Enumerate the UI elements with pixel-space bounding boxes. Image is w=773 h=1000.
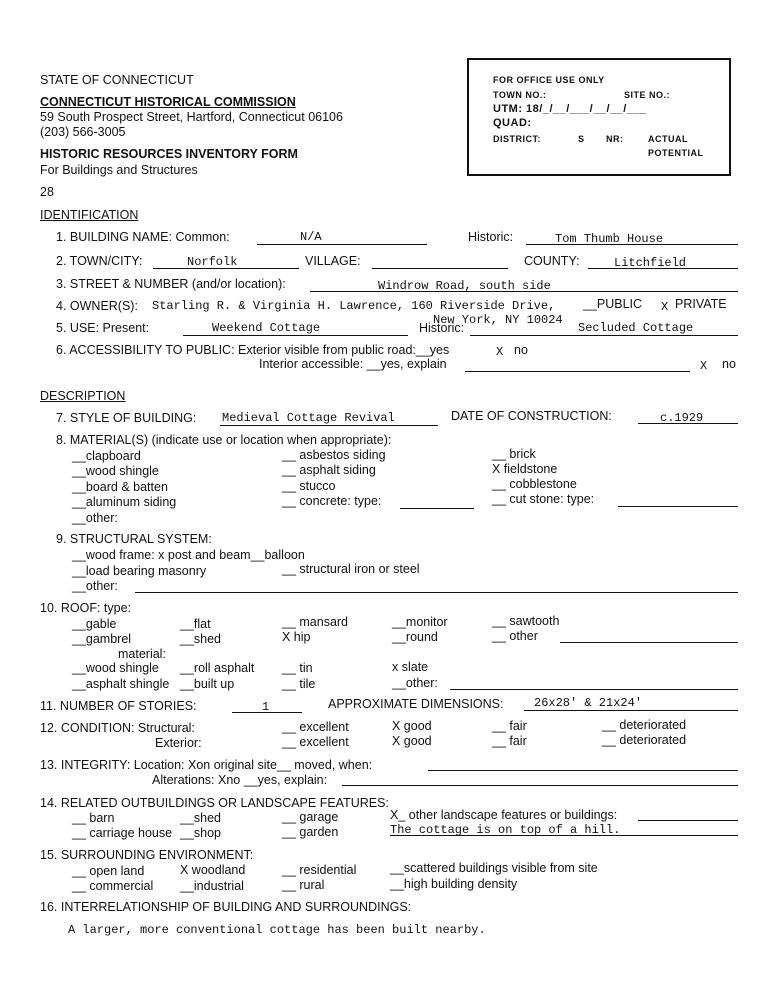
identification-heading: IDENTIFICATION [40, 208, 139, 222]
q7-date-value[interactable]: c.1929 [660, 411, 704, 425]
q10-opt[interactable]: __monitor [392, 615, 448, 629]
q15-opt[interactable]: X woodland [180, 863, 246, 877]
q8-opt[interactable]: __clapboard [72, 449, 141, 463]
q10-opt[interactable]: __round [392, 630, 438, 644]
q2-county-value[interactable]: Litchfield [614, 256, 687, 270]
q10-opt[interactable]: __built up [180, 677, 235, 691]
q6-interior-label: Interior accessible: __yes, explain [259, 357, 447, 371]
q6-x2-mark: X [700, 359, 708, 373]
q15-opt[interactable]: __ rural [282, 878, 325, 892]
q1-label: 1. BUILDING NAME: Common: [56, 230, 230, 244]
q10-opt[interactable]: __ tile [282, 677, 316, 691]
district-s: S [578, 134, 585, 144]
q9-other[interactable]: __other: [72, 579, 118, 593]
commission-title: CONNECTICUT HISTORICAL COMMISSION [40, 95, 296, 109]
q12-label: 12. CONDITION: Structural: [40, 721, 195, 735]
q12-opt[interactable]: __ deteriorated [602, 733, 687, 747]
q10-opt[interactable]: __asphalt shingle [72, 677, 170, 691]
q4-label: 4. OWNER(S): [56, 299, 138, 313]
nr-potential: POTENTIAL [648, 148, 704, 158]
q10-opt[interactable]: __other: [392, 676, 438, 690]
q8-opt[interactable]: __ asphalt siding [282, 463, 376, 477]
q8-opt[interactable]: __ concrete: type: [282, 494, 382, 508]
q8-opt[interactable]: __ asbestos siding [282, 448, 386, 462]
form-subtitle: For Buildings and Structures [40, 163, 198, 177]
q12-opt[interactable]: X good [392, 734, 432, 748]
q8-opt[interactable]: __other: [72, 511, 118, 525]
q12-opt[interactable]: __ fair [492, 719, 527, 733]
q14-opt[interactable]: __ garden [282, 825, 339, 839]
form-number: 28 [40, 185, 54, 199]
utm-label: UTM: 18/_/__/___/__/__/___ [493, 103, 647, 115]
q4-x-mark: X [661, 300, 669, 314]
q16-value[interactable]: A larger, more conventional cottage has been built nearby. [68, 923, 486, 937]
q2-village-label: VILLAGE: [305, 254, 361, 268]
q3-label: 3. STREET & NUMBER (and/or location): [56, 277, 286, 291]
q8-opt[interactable]: __aluminum siding [72, 495, 177, 509]
q12-opt[interactable]: __ excellent [282, 735, 349, 749]
q10-label: 10. ROOF: type: [40, 601, 132, 615]
q2-label: 2. TOWN/CITY: [56, 254, 143, 268]
q2-county-label: COUNTY: [524, 254, 580, 268]
state-title: STATE OF CONNECTICUT [40, 73, 194, 87]
q14-label: 14. RELATED OUTBUILDINGS OR LANDSCAPE FEATURES: [40, 796, 389, 810]
q4-private: PRIVATE [675, 297, 727, 311]
q8-opt[interactable]: __wood shingle [72, 464, 159, 478]
q1-historic-label: Historic: [468, 230, 514, 244]
q15-label: 15. SURROUNDING ENVIRONMENT: [40, 848, 254, 862]
q5-label: 5. USE: Present: [56, 321, 150, 335]
description-heading: DESCRIPTION [40, 389, 126, 403]
q12-opt[interactable]: __ fair [492, 734, 527, 748]
q9-option[interactable]: __load bearing masonry [72, 564, 207, 578]
q4-public: __PUBLIC [583, 297, 643, 311]
q8-opt[interactable]: __board & batten [72, 480, 168, 494]
q10-opt[interactable]: X hip [282, 630, 311, 644]
site-no-label: SITE NO.: [624, 90, 671, 100]
q15-opt[interactable]: __ open land [72, 864, 145, 878]
commission-address: 59 South Prospect Street, Hartford, Connecticut 06106 [40, 110, 343, 124]
q12-opt[interactable]: __ deteriorated [602, 718, 687, 732]
q13-alterations: Alterations: Xno __yes, explain: [152, 773, 328, 787]
q11-dim-value[interactable]: 26x28' & 21x24' [534, 696, 643, 710]
q15-opt[interactable]: __industrial [180, 879, 244, 893]
q9-label: 9. STRUCTURAL SYSTEM: [56, 532, 212, 546]
q15-opt[interactable]: __scattered buildings visible from site [390, 861, 598, 875]
q11-stories-value[interactable]: 1 [262, 700, 270, 714]
nr-actual: ACTUAL [648, 134, 688, 144]
q14-opt[interactable]: __shop [180, 826, 222, 840]
q8-opt[interactable]: __ cut stone: type: [492, 492, 595, 506]
q10-opt[interactable]: __wood shingle [72, 661, 159, 675]
q8-opt[interactable]: __ brick [492, 447, 536, 461]
q10-opt[interactable]: __shed [180, 632, 222, 646]
q7-date-label: DATE OF CONSTRUCTION: [451, 409, 612, 423]
q6-x-mark: X [496, 345, 504, 359]
q11-dim-label: APPROXIMATE DIMENSIONS: [328, 697, 504, 711]
q12-exterior-label: Exterior: [155, 736, 202, 750]
q10-opt[interactable]: __ mansard [282, 615, 349, 629]
q7-label: 7. STYLE OF BUILDING: [56, 411, 197, 425]
q5-present-value[interactable]: Weekend Cottage [212, 321, 321, 335]
q8-opt[interactable]: X fieldstone [492, 462, 558, 476]
q14-other-label: X_ other landscape features or buildings: [390, 808, 618, 822]
q8-label: 8. MATERIAL(S) (indicate use or location when appropriate): [56, 433, 392, 447]
q10-opt[interactable]: __roll asphalt [180, 661, 255, 675]
town-no-label: TOWN NO.: [493, 90, 547, 100]
q5-historic-label: Historic: [419, 321, 465, 335]
quad-label: QUAD: [493, 117, 532, 129]
q9-option-row[interactable]: __wood frame: x post and beam__balloon [72, 548, 305, 562]
q13-label: 13. INTEGRITY: Location: Xon original site__ moved, when: [40, 758, 373, 772]
q15-opt[interactable]: __high building density [390, 877, 518, 891]
q10-opt[interactable]: __ tin [282, 661, 313, 675]
q14-opt[interactable]: __shed [180, 811, 222, 825]
q10-material-label: material: [118, 647, 166, 661]
q4-owner-line2: New York, NY 10024 [433, 313, 563, 327]
q6-no: no [514, 343, 528, 357]
q10-opt[interactable]: __gable [72, 617, 117, 631]
q7-style-value[interactable]: Medieval Cottage Revival [222, 411, 395, 425]
q11-label: 11. NUMBER OF STORIES: [40, 699, 197, 713]
office-use-title: FOR OFFICE USE ONLY [493, 75, 605, 85]
q5-historic-value[interactable]: Secluded Cottage [578, 321, 694, 335]
q14-other-value[interactable]: The cottage is on top of a hill. [390, 823, 621, 837]
q15-opt[interactable]: __ residential [282, 863, 357, 877]
q16-label: 16. INTERRELATIONSHIP OF BUILDING AND SURROUNDINGS: [40, 900, 412, 914]
q8-opt[interactable]: __ cobblestone [492, 477, 577, 491]
q8-opt[interactable]: __ stucco [282, 479, 336, 493]
nr-label: NR: [606, 134, 624, 144]
q12-opt[interactable]: X good [392, 719, 432, 733]
q10-opt[interactable]: __ other [492, 629, 538, 643]
form-title: HISTORIC RESOURCES INVENTORY FORM [40, 147, 298, 161]
q3-street-value[interactable]: Windrow Road, south side [378, 279, 551, 293]
q9-option[interactable]: __ structural iron or steel [282, 562, 420, 576]
q4-owner-value[interactable]: Starling R. & Virginia H. Lawrence, 160 Riverside Drive, [152, 299, 556, 313]
q15-opt[interactable]: __ commercial [72, 879, 154, 893]
q2-town-value[interactable]: Norfolk [187, 255, 238, 269]
district-label: DISTRICT: [493, 134, 541, 144]
q14-opt[interactable]: __ garage [282, 810, 339, 824]
q10-opt[interactable]: __ sawtooth [492, 614, 560, 628]
q14-opt[interactable]: __ barn [72, 811, 115, 825]
q10-opt[interactable]: __gambrel [72, 632, 132, 646]
q14-opt[interactable]: __ carriage house [72, 826, 173, 840]
q10-opt[interactable]: __flat [180, 617, 211, 631]
q6-no2: no [722, 357, 736, 371]
q10-opt[interactable]: x slate [392, 660, 429, 674]
q1-common-value[interactable]: N/A [300, 230, 322, 244]
commission-phone: (203) 566-3005 [40, 125, 126, 139]
q12-opt[interactable]: __ excellent [282, 720, 349, 734]
q1-historic-value[interactable]: Tom Thumb House [555, 232, 664, 246]
q6-label: 6. ACCESSIBILITY TO PUBLIC: Exterior visible from public road:__yes [56, 343, 450, 357]
